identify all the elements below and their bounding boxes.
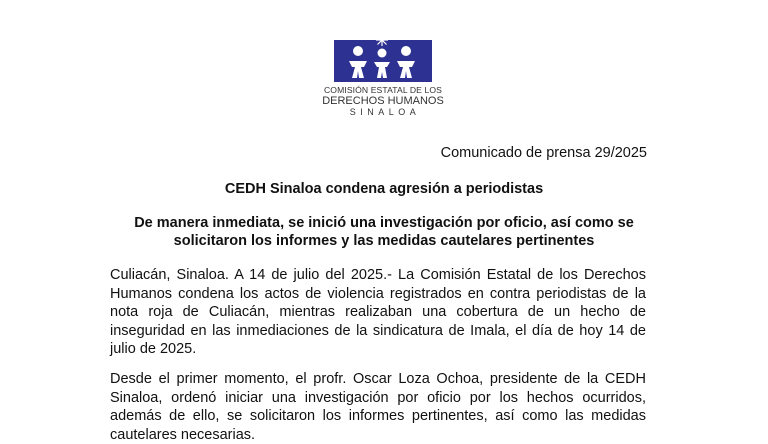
logo-text-human-rights: DERECHOS HUMANOS <box>322 95 444 107</box>
logo-text-commission: COMISIÓN ESTATAL DE LOS <box>323 85 443 95</box>
cedh-emblem-icon <box>334 34 432 82</box>
logo-text-state: SINALOA <box>349 107 421 117</box>
headline: CEDH Sinaloa condena agresión a periodistas <box>224 181 544 197</box>
body-paragraph: Desde el primer momento, el profr. Oscar Loza Ochoa, presidente de la CEDH Sinaloa, ordenó iniciar una investigación por oficio por los hechos ocurridos, además de ello, se solicitaron los informes pertinentes, así como las medidas cautelares necesarias. <box>110 371 646 443</box>
cedh-logo <box>308 34 458 118</box>
subheadline: De manera inmediata, se inició una investigación por oficio, así como se solicitaron los informes y las medidas cautelares pertinentes <box>134 215 634 249</box>
body-paragraph: Culiacán, Sinaloa. A 14 de julio del 2025.- La Comisión Estatal de los Derechos Humanos condena los actos de violencia registrados en contra periodistas de la nota roja de Culiacán, mientras realizaban una cobertura de un hecho de inseguridad en las inmediaciones de la sindicatura de Imala, el día de hoy 14 de julio de 2025. <box>110 267 646 357</box>
press-release-number: Comunicado de prensa 29/2025 <box>440 145 647 161</box>
